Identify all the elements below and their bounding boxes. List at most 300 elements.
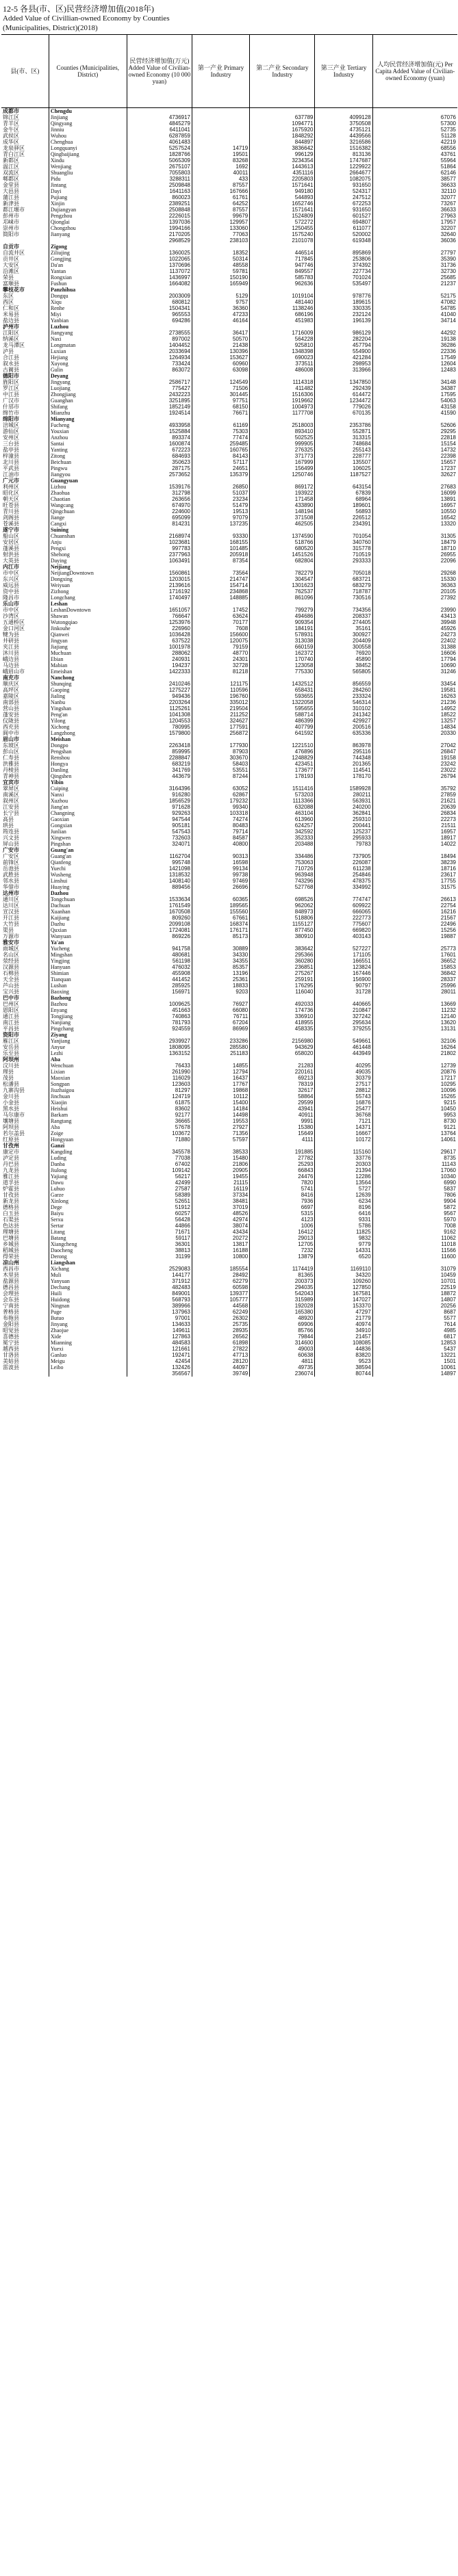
per-capita-value: 20105 — [372, 588, 457, 595]
primary-industry — [192, 478, 250, 484]
county-name-en: Baiyu — [49, 1210, 127, 1217]
per-capita-value — [372, 939, 457, 946]
per-capita-value: 6817 — [372, 1333, 457, 1340]
county-name-cn: 大英县 — [3, 558, 19, 564]
added-value: 1137072 — [127, 268, 192, 274]
table-row — [1, 170, 457, 176]
per-capita-value: 31575 — [372, 884, 457, 890]
tertiary-industry: 21779 — [315, 1315, 372, 1321]
county-name-en: Hanyuan — [49, 964, 127, 970]
county-name-en: Qingshen — [49, 773, 127, 779]
county-name-en: Dayi — [49, 188, 127, 194]
table-row — [1, 508, 457, 515]
secondary-industry: 1094771 — [250, 120, 315, 127]
tertiary-industry: 189601 — [315, 502, 372, 508]
tertiary-industry: 232124 — [315, 311, 372, 317]
secondary-industry: 15380 — [250, 1124, 315, 1130]
table-row — [1, 662, 457, 668]
per-capita-value: 35792 — [372, 785, 457, 792]
per-capita-value: 54785 — [372, 305, 457, 311]
per-capita-value: 15265 — [372, 1093, 457, 1100]
secondary-industry: 411482 — [250, 385, 315, 391]
county-name-cn: 筠连县 — [3, 829, 19, 835]
secondary-industry: 170740 — [250, 656, 315, 662]
tertiary-industry: 362841 — [315, 810, 372, 816]
secondary-industry: 7232 — [250, 1247, 315, 1253]
added-value — [127, 373, 192, 379]
table-row — [1, 299, 457, 305]
secondary-industry: 193922 — [250, 490, 315, 496]
primary-industry: 9757 — [192, 299, 250, 305]
table-section-row — [1, 890, 457, 896]
table-row — [1, 1136, 457, 1143]
tertiary-industry — [315, 108, 372, 115]
table-row — [1, 1112, 457, 1118]
secondary-industry: 336910 — [250, 1013, 315, 1019]
table-row — [1, 502, 457, 508]
tertiary-industry: 90797 — [315, 983, 372, 989]
tertiary-industry: 718787 — [315, 588, 372, 595]
table-row — [1, 699, 457, 705]
secondary-industry: 380910 — [250, 933, 315, 939]
county-name-en: Xindu — [49, 157, 127, 164]
county-name-cn: 广元市 — [3, 478, 19, 484]
tertiary-industry: 643154 — [315, 484, 372, 490]
county-name-cn: 万源市 — [3, 933, 19, 939]
added-value: 2968529 — [127, 237, 192, 244]
added-value: 1363152 — [127, 1050, 192, 1056]
tertiary-industry: 478375 — [315, 878, 372, 884]
county-name-cn: 理县 — [3, 1069, 14, 1075]
county-name-cn: 安居区 — [3, 539, 19, 545]
table-row — [1, 1075, 457, 1081]
per-capita-value — [372, 601, 457, 607]
tertiary-industry: 1169110 — [315, 1266, 372, 1272]
primary-industry: 26850 — [192, 484, 250, 490]
tertiary-industry: 167581 — [315, 1290, 372, 1297]
county-name-en: Kaijiang — [49, 915, 127, 921]
added-value — [127, 1032, 192, 1038]
primary-industry: 179232 — [192, 798, 250, 804]
secondary-industry: 123058 — [250, 662, 315, 668]
tertiary-industry: 83820 — [315, 1352, 372, 1358]
per-capita-value: 17601 — [372, 952, 457, 958]
county-name-en: Yibin — [49, 779, 127, 785]
per-capita-value: 25996 — [372, 983, 457, 989]
added-value: 52651 — [127, 1198, 192, 1204]
county-name-en: Suining — [49, 527, 127, 533]
per-capita-value: 41590 — [372, 410, 457, 416]
primary-industry: 129957 — [192, 219, 250, 225]
table-row — [1, 884, 457, 890]
tertiary-industry: 374392 — [315, 262, 372, 268]
primary-industry: 16437 — [192, 1075, 250, 1081]
county-name-en: Yuexi — [49, 1346, 127, 1352]
per-capita-value: 35390 — [372, 256, 457, 262]
primary-industry: 120075 — [192, 638, 250, 644]
primary-industry: 79714 — [192, 829, 250, 835]
county-name-cn: 南溪区 — [3, 792, 19, 798]
added-value: 547543 — [127, 829, 192, 835]
primary-industry: 60960 — [192, 361, 250, 367]
county-name-cn: 彭州市 — [3, 213, 19, 219]
per-capita-value: 27392 — [372, 595, 457, 601]
primary-industry: 110596 — [192, 687, 250, 693]
secondary-industry: 176295 — [250, 983, 315, 989]
primary-industry: 57597 — [192, 1136, 250, 1143]
county-name-en: Jinkouhe — [49, 625, 127, 632]
per-capita-value: 18716 — [372, 866, 457, 872]
added-value: 71880 — [127, 1136, 192, 1143]
tertiary-industry — [315, 847, 372, 853]
county-name-en: Mabian — [49, 662, 127, 668]
tertiary-industry: 744348 — [315, 755, 372, 761]
county-name-en: Yanbian — [49, 317, 127, 324]
secondary-industry — [250, 324, 315, 330]
secondary-industry: 1511416 — [250, 785, 315, 792]
tertiary-industry: 106025 — [315, 465, 372, 471]
county-name-en: Chaotian — [49, 496, 127, 502]
per-capita-value: 21511 — [372, 822, 457, 829]
county-name-en: Qionglai — [49, 219, 127, 225]
per-capita-value: 10459 — [372, 1272, 457, 1278]
county-name-cn: 东区 — [3, 293, 14, 299]
secondary-industry: 203488 — [250, 841, 315, 847]
county-name-en: Jialing — [49, 693, 127, 699]
county-name-cn: 射洪县 — [3, 551, 19, 558]
per-capita-value: 28011 — [372, 989, 457, 995]
per-capita-value: 23242 — [372, 761, 457, 767]
per-capita-value: 23022 — [372, 767, 457, 773]
secondary-industry: 682804 — [250, 558, 315, 564]
county-name-cn: 都江堰市 — [3, 207, 25, 213]
primary-industry: 26696 — [192, 884, 250, 890]
per-capita-value: 54063 — [372, 398, 457, 404]
added-value: 1724081 — [127, 927, 192, 933]
secondary-industry: 165380 — [250, 1309, 315, 1315]
secondary-industry: 893410 — [250, 428, 315, 434]
county-name-en: Lizhou — [49, 484, 127, 490]
county-name-cn: 仁寿县 — [3, 755, 19, 761]
primary-industry: 19513 — [192, 508, 250, 515]
per-capita-value: 5872 — [372, 1204, 457, 1210]
county-name-en: Ya'an — [49, 939, 127, 946]
tertiary-industry: 614472 — [315, 391, 372, 398]
added-value: 5065309 — [127, 157, 192, 164]
table-row — [1, 558, 457, 564]
county-name-en: Dawu — [49, 1180, 127, 1186]
tertiary-industry: 1347850 — [315, 379, 372, 385]
table-row — [1, 391, 457, 398]
county-name-en: Naxi — [49, 336, 127, 342]
secondary-industry: 585783 — [250, 274, 315, 281]
per-capita-value: 17595 — [372, 391, 457, 398]
table-row — [1, 459, 457, 465]
secondary-industry: 782279 — [250, 570, 315, 576]
county-name-en: Shimian — [49, 970, 127, 976]
added-value: 83602 — [127, 1106, 192, 1112]
county-name-en: Liangshan — [49, 1260, 127, 1266]
added-value — [127, 1143, 192, 1149]
secondary-industry — [250, 373, 315, 379]
table-row — [1, 1303, 457, 1309]
county-name-en: Qingchuan — [49, 508, 127, 515]
added-value: 1360025 — [127, 250, 192, 256]
added-value: 36665 — [127, 1118, 192, 1124]
added-value: 2389251 — [127, 200, 192, 207]
per-capita-value: 12483 — [372, 367, 457, 373]
table-row — [1, 1272, 457, 1278]
county-name-cn: 九龙县 — [3, 1167, 19, 1173]
added-value: 1162704 — [127, 853, 192, 859]
primary-industry — [192, 127, 250, 133]
added-value: 809260 — [127, 915, 192, 921]
tertiary-industry: 549661 — [315, 1038, 372, 1044]
county-name-cn: 乐山市 — [3, 601, 19, 607]
tertiary-industry: 178170 — [315, 773, 372, 779]
added-value: 995748 — [127, 859, 192, 866]
county-name-en: Langzhong — [49, 730, 127, 736]
added-value: 889456 — [127, 884, 192, 890]
county-name-cn: 色达县 — [3, 1223, 19, 1229]
table-row — [1, 274, 457, 281]
table-row — [1, 859, 457, 866]
county-name-cn: 江安县 — [3, 804, 19, 810]
added-value: 1204553 — [127, 718, 192, 724]
primary-industry: 71356 — [192, 1130, 250, 1136]
county-name-en: Jingyan — [49, 638, 127, 644]
primary-industry: 80483 — [192, 822, 250, 829]
secondary-industry: 236851 — [250, 964, 315, 970]
secondary-industry: 313038 — [250, 638, 315, 644]
per-capita-value: 10340 — [372, 1173, 457, 1180]
table-row — [1, 570, 457, 576]
county-name-cn: 梓潼县 — [3, 453, 19, 459]
tertiary-industry: 813136 — [315, 151, 372, 157]
primary-industry: 10800 — [192, 1253, 250, 1260]
county-name-en: Mianning — [49, 1340, 127, 1346]
added-value: 780995 — [127, 724, 192, 730]
primary-industry: 84587 — [192, 835, 250, 841]
secondary-industry — [250, 564, 315, 570]
primary-industry: 324627 — [192, 718, 250, 724]
per-capita-value: 13131 — [372, 1026, 457, 1032]
county-name-cn: 石棉县 — [3, 970, 19, 976]
per-capita-value: 25685 — [372, 274, 457, 281]
county-name-cn: 屏山县 — [3, 841, 19, 847]
primary-industry — [192, 736, 250, 742]
per-capita-value — [372, 108, 457, 115]
county-name-en: Ganzi — [49, 1143, 127, 1149]
tertiary-industry: 135507 — [315, 459, 372, 465]
per-capita-value: 22519 — [372, 1284, 457, 1290]
county-name-cn: 攀枝花市 — [3, 287, 25, 293]
primary-industry: 16598 — [192, 859, 250, 866]
county-name-cn: 丹棱县 — [3, 767, 19, 773]
per-capita-value: 14897 — [372, 1370, 457, 1377]
added-value: 356567 — [127, 1370, 192, 1377]
tertiary-industry: 189615 — [315, 299, 372, 305]
primary-industry: 121175 — [192, 681, 250, 687]
per-capita-value: 6990 — [372, 1180, 457, 1186]
added-value: 71671 — [127, 1229, 192, 1235]
county-name-en: Xuzhou — [49, 798, 127, 804]
tertiary-industry: 222773 — [315, 915, 372, 921]
per-capita-value: 9162 — [372, 1229, 457, 1235]
county-name-en: Shuangliu — [49, 170, 127, 176]
county-name-cn: 合江县 — [3, 354, 19, 361]
table-row — [1, 1297, 457, 1303]
table-row — [1, 613, 457, 619]
per-capita-value: 52606 — [372, 422, 457, 428]
added-value: 2003009 — [127, 293, 192, 299]
per-capita-value: 27797 — [372, 250, 457, 256]
county-name-en: Dazhou — [49, 890, 127, 896]
primary-industry: 36417 — [192, 330, 250, 336]
per-capita-value: 8730 — [372, 1118, 457, 1124]
primary-industry: 26562 — [192, 1333, 250, 1340]
county-name-cn: 通川区 — [3, 896, 19, 902]
tertiary-industry: 672253 — [315, 200, 372, 207]
primary-industry: 176171 — [192, 927, 250, 933]
primary-industry: 48526 — [192, 1210, 250, 1217]
county-name-cn: 岳池县 — [3, 866, 19, 872]
per-capita-value: 16263 — [372, 693, 457, 699]
primary-industry: 67661 — [192, 915, 250, 921]
table-row — [1, 1235, 457, 1241]
table-row — [1, 749, 457, 755]
primary-industry: 238103 — [192, 237, 250, 244]
per-capita-value: 47082 — [372, 299, 457, 305]
per-capita-value: 33454 — [372, 681, 457, 687]
per-capita-value: 16957 — [372, 502, 457, 508]
secondary-industry: 294035 — [250, 1284, 315, 1290]
secondary-industry: 4123 — [250, 1217, 315, 1223]
per-capita-value: 15853 — [372, 964, 457, 970]
secondary-industry: 658020 — [250, 1050, 315, 1056]
county-name-en: Gaoping — [49, 687, 127, 693]
secondary-industry: 29599 — [250, 1100, 315, 1106]
primary-industry: 64252 — [192, 200, 250, 207]
per-capita-value: 68556 — [372, 145, 457, 151]
county-name-en: Luding — [49, 1155, 127, 1161]
per-capita-value: 32110 — [372, 188, 457, 194]
secondary-industry: 407799 — [250, 724, 315, 730]
table-row — [1, 705, 457, 712]
county-name-cn: 仁和区 — [3, 305, 19, 311]
per-capita-value: 62146 — [372, 170, 457, 176]
county-name-cn: 理塘县 — [3, 1229, 19, 1235]
tertiary-industry: 55743 — [315, 1093, 372, 1100]
tertiary-industry: 167446 — [315, 970, 372, 976]
county-name-en: Dazhu — [49, 921, 127, 927]
primary-industry: 16119 — [192, 1186, 250, 1192]
added-value: 733424 — [127, 361, 192, 367]
primary-industry: 17452 — [192, 607, 250, 613]
tertiary-industry: 16876 — [315, 1100, 372, 1106]
per-capita-value: 11143 — [372, 1161, 457, 1167]
county-name-cn: 绵阳市 — [3, 416, 19, 422]
per-capita-value: 43761 — [372, 151, 457, 157]
primary-industry: 19553 — [192, 1118, 250, 1124]
added-value: 127863 — [127, 1333, 192, 1340]
primary-industry: 156600 — [192, 632, 250, 638]
county-name-en: Serxu — [49, 1217, 127, 1223]
tertiary-industry: 21394 — [315, 1167, 372, 1173]
per-capita-value: 27683 — [372, 484, 457, 490]
primary-industry: 83268 — [192, 157, 250, 164]
added-value — [127, 527, 192, 533]
secondary-industry: 1004973 — [250, 404, 315, 410]
county-name-en: Dongxing — [49, 576, 127, 582]
table-row — [1, 545, 457, 551]
per-capita-value: 5970 — [372, 1217, 457, 1223]
table-row — [1, 1229, 457, 1235]
tertiary-industry: 421284 — [315, 354, 372, 361]
county-name-en: Rongxian — [49, 274, 127, 281]
county-name-cn: 泸县 — [3, 348, 14, 354]
added-value: 905181 — [127, 822, 192, 829]
per-capita-value: 21236 — [372, 699, 457, 705]
table-section-row — [1, 995, 457, 1001]
secondary-industry: 171458 — [250, 496, 315, 502]
added-value: 2170205 — [127, 231, 192, 237]
tertiary-industry: 27517 — [315, 1081, 372, 1087]
per-capita-value: 27963 — [372, 213, 457, 219]
tertiary-industry: 156900 — [315, 976, 372, 983]
secondary-industry: 660159 — [250, 644, 315, 650]
primary-industry: 25735 — [192, 1321, 250, 1327]
table-row — [1, 305, 457, 311]
primary-industry: 14719 — [192, 145, 250, 151]
per-capita-value — [372, 675, 457, 681]
county-name-en: Junlian — [49, 829, 127, 835]
county-name-en: Wusheng — [49, 872, 127, 878]
secondary-industry: 962636 — [250, 281, 315, 287]
secondary-industry: 314600 — [250, 1340, 315, 1346]
per-capita-value: 41040 — [372, 311, 457, 317]
county-name-cn: 长宁县 — [3, 810, 19, 816]
table-row — [1, 582, 457, 588]
secondary-industry: 1019104 — [250, 293, 315, 299]
county-name-en: Ziyang — [49, 1032, 127, 1038]
primary-industry: 47233 — [192, 311, 250, 317]
added-value: 1253976 — [127, 619, 192, 625]
county-name-en: Kangding — [49, 1149, 127, 1155]
per-capita-value: 36652 — [372, 958, 457, 964]
tertiary-industry: 255143 — [315, 447, 372, 453]
added-value: 263656 — [127, 496, 192, 502]
secondary-industry — [250, 995, 315, 1001]
primary-industry: 103318 — [192, 810, 250, 816]
county-name-en: Fucheng — [49, 422, 127, 428]
county-name-en: Zizhong — [49, 588, 127, 595]
primary-industry: 76711 — [192, 1013, 250, 1019]
table-row — [1, 792, 457, 798]
county-name-cn: 市中区 — [3, 570, 19, 576]
per-capita-value — [372, 373, 457, 379]
table-row — [1, 1173, 457, 1180]
secondary-industry: 1348398 — [250, 348, 315, 354]
tertiary-industry — [315, 324, 372, 330]
county-name-cn: 金堂县 — [3, 182, 19, 188]
per-capita-value — [372, 324, 457, 330]
tertiary-industry: 36768 — [315, 1112, 372, 1118]
tertiary-industry: 247512 — [315, 194, 372, 200]
county-name-cn: 内江市 — [3, 564, 19, 570]
per-capita-value: 9215 — [372, 1100, 457, 1106]
tertiary-industry: 710519 — [315, 551, 372, 558]
